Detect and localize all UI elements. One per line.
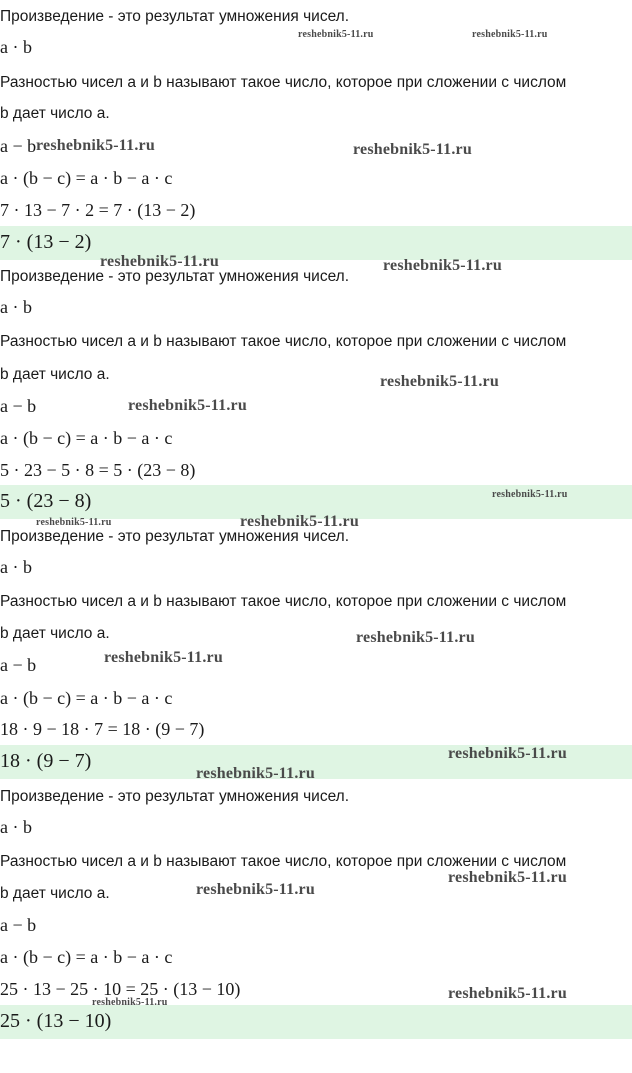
definition-difference-line2: b дает число a. <box>0 366 110 383</box>
distributive-law: a · (b − c) = a · b − a · c <box>0 428 173 448</box>
definition-difference-line1: Разностью чисел a и b называют такое число, которое при сложении с числом <box>0 593 567 610</box>
watermark: reshebnik5-11.ru <box>104 649 223 666</box>
definition-product: Произведение - это результат умножения чисел. <box>0 8 350 25</box>
watermark: reshebnik5-11.ru <box>92 997 168 1008</box>
watermark: reshebnik5-11.ru <box>448 985 567 1002</box>
answer: 7 · (13 − 2) <box>0 231 92 253</box>
formula-product: a · b <box>0 37 32 57</box>
definition-difference-line1: Разностью чисел a и b называют такое число, которое при сложении с числом <box>0 853 567 870</box>
calculation: 5 · 23 − 5 · 8 = 5 · (23 − 8) <box>0 460 196 480</box>
distributive-law: a · (b − c) = a · b − a · c <box>0 947 173 967</box>
answer-highlight <box>0 226 632 260</box>
watermark: reshebnik5-11.ru <box>128 397 247 414</box>
watermark: reshebnik5-11.ru <box>448 745 567 762</box>
formula-difference: a − b <box>0 136 37 156</box>
distributive-law: a · (b − c) = a · b − a · c <box>0 688 173 708</box>
watermark: reshebnik5-11.ru <box>356 629 475 646</box>
watermark: reshebnik5-11.ru <box>196 765 315 782</box>
formula-difference: a − b <box>0 396 37 416</box>
formula-difference: a − b <box>0 915 37 935</box>
answer: 18 · (9 − 7) <box>0 750 92 772</box>
watermark: reshebnik5-11.ru <box>36 517 112 528</box>
calculation: 25 · 13 − 25 · 10 = 25 · (13 − 10) <box>0 979 241 999</box>
definition-difference-line2: b дает число a. <box>0 885 110 902</box>
watermark: reshebnik5-11.ru <box>100 253 219 270</box>
formula-difference: a − b <box>0 655 37 675</box>
formula-product: a · b <box>0 557 32 577</box>
definition-difference-line1: Разностью чисел a и b называют такое число, которое при сложении с числом <box>0 74 567 91</box>
definition-product: Произведение - это результат умножения чисел. <box>0 788 350 805</box>
watermark: reshebnik5-11.ru <box>448 869 567 886</box>
definition-difference-line1: Разностью чисел a и b называют такое число, которое при сложении с числом <box>0 333 567 350</box>
calculation: 7 · 13 − 7 · 2 = 7 · (13 − 2) <box>0 200 196 220</box>
watermark: reshebnik5-11.ru <box>36 137 155 154</box>
watermark: reshebnik5-11.ru <box>380 373 499 390</box>
answer: 25 · (13 − 10) <box>0 1010 112 1032</box>
distributive-law: a · (b − c) = a · b − a · c <box>0 168 173 188</box>
watermark: reshebnik5-11.ru <box>196 881 315 898</box>
answer: 5 · (23 − 8) <box>0 490 92 512</box>
calculation: 18 · 9 − 18 · 7 = 18 · (9 − 7) <box>0 719 205 739</box>
watermark: reshebnik5-11.ru <box>472 29 548 40</box>
watermark: reshebnik5-11.ru <box>240 513 359 530</box>
formula-product: a · b <box>0 817 32 837</box>
watermark: reshebnik5-11.ru <box>492 489 568 500</box>
definition-difference-line2: b дает число a. <box>0 105 110 122</box>
formula-product: a · b <box>0 297 32 317</box>
watermark: reshebnik5-11.ru <box>353 141 472 158</box>
watermark: reshebnik5-11.ru <box>298 29 374 40</box>
definition-product: Произведение - это результат умножения чисел. <box>0 528 350 545</box>
definition-product: Произведение - это результат умножения чисел. <box>0 268 350 285</box>
watermark: reshebnik5-11.ru <box>383 257 502 274</box>
definition-difference-line2: b дает число a. <box>0 625 110 642</box>
